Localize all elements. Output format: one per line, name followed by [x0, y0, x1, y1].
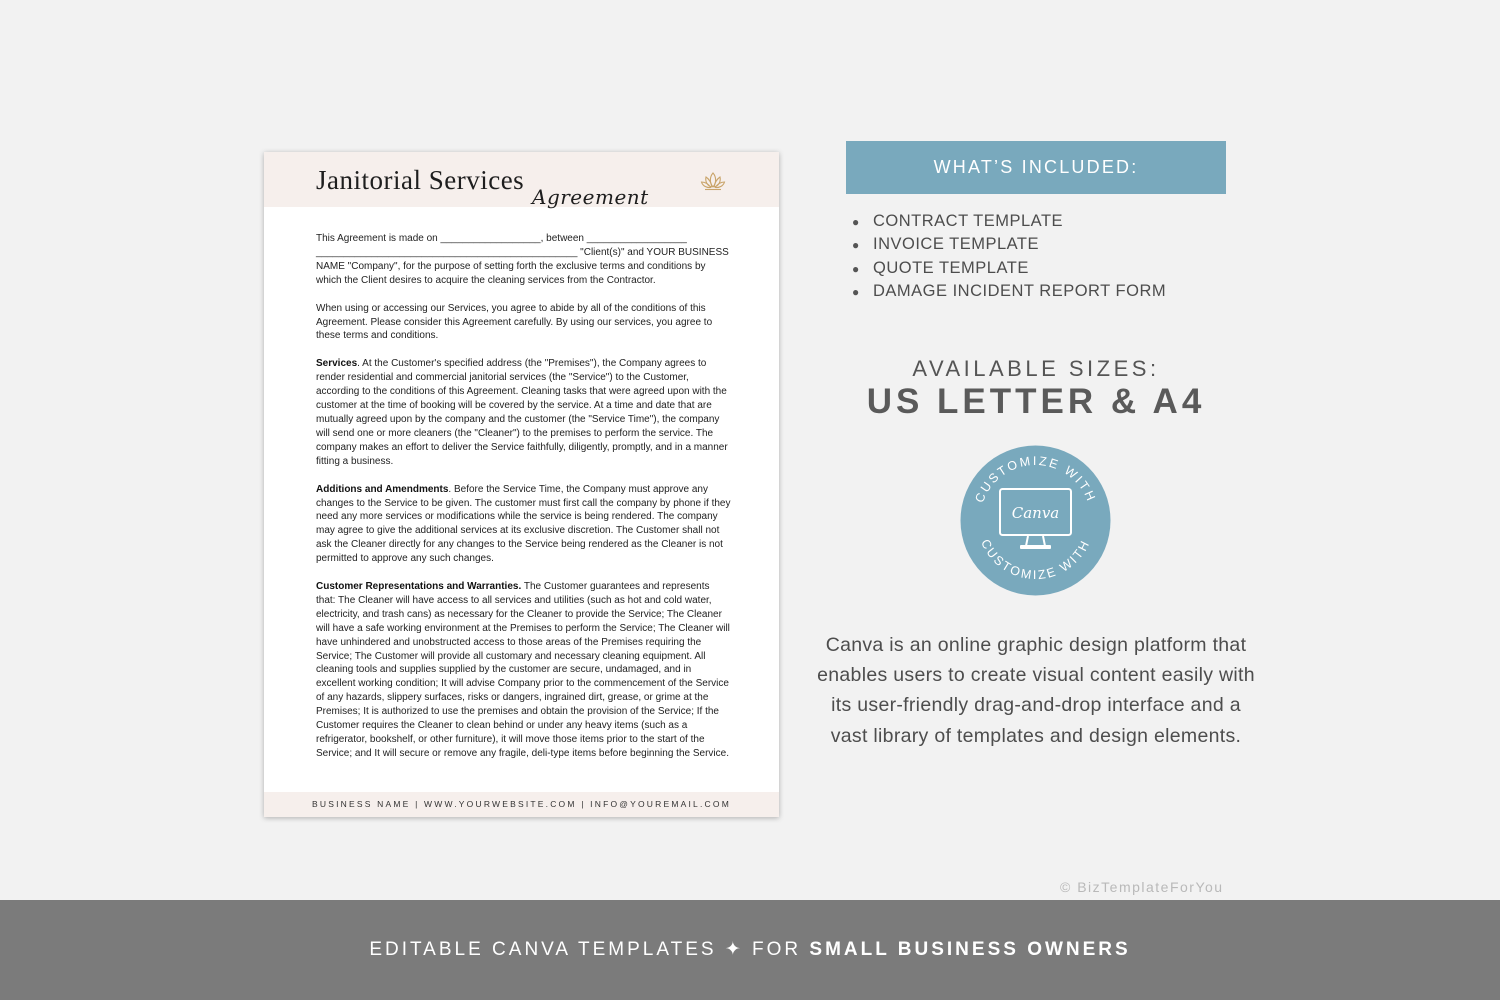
banner-prefix: EDITABLE CANVA TEMPLATES ✦ FOR	[369, 939, 810, 960]
list-item: ● QUOTE TEMPLATE	[852, 257, 1166, 280]
bullet-icon: ●	[852, 261, 860, 276]
badge-top-text: CUSTOMIZE WITH	[972, 453, 1099, 505]
list-item: ● INVOICE TEMPLATE	[852, 233, 1166, 256]
list-item: ● DAMAGE INCIDENT REPORT FORM	[852, 280, 1166, 303]
document-footer: BUSINESS NAME | WWW.YOURWEBSITE.COM | INFO@YOUREMAIL.COM	[264, 792, 779, 817]
document-subtitle: Agreement	[532, 185, 649, 209]
document-header	[264, 152, 779, 207]
document-title: Janitorial Services	[316, 165, 525, 195]
badge-bottom-text: CUSTOMIZE WITH	[978, 536, 1093, 583]
canva-badge	[960, 445, 1111, 596]
list-item: ● CONTRACT TEMPLATE	[852, 210, 1166, 233]
section-text: . At the Customer's specified address (the "Premises"), the Company agrees to render residential and commercial janitorial services (the "Service") to the Customer, according to the conditions of this Agreement. Cleaning tasks that were agreed upon with the customer at the time of booking will be covered by the service. At a time and date that are mutually agreed upon by the company and the customer (the "Service Time"), the company will send one or more cleaners (the "Cleaner") to the premises to perform the service. The company makes an effort to deliver the Service faithfully, diligently, promptly, and in a manner fitting a business.	[316, 358, 728, 467]
section-heading: Additions and Amendments	[316, 483, 449, 495]
bullet-icon: ●	[852, 215, 860, 229]
section-additions	[316, 483, 731, 566]
acceptance-paragraph: When using or accessing our Services, you agree to abide by all of the conditions of this Agreement. Please consider this Agreement carefully. By using our services, you agree to these terms and conditions.	[316, 302, 713, 342]
copyright-text: © BizTemplateForYou	[1060, 879, 1224, 895]
document-preview	[264, 152, 779, 817]
section-text: The Customer guarantees and represents that: The Cleaner will have access to all services and utilities (such as hot and cold water, electricity, and trash cans) as necessary for the Cleaner to provide the Service; The Cleaner will have a safe working environment at the Premises to perform the Service; The Cleaner will have unhindered and unobstructed access to those areas of the Premises requiring the Service; The Customer will provide all customary and necessary cleaning equipment. All cleaning tools and supplies supplied by the customer are secure, undamaged, and in excellent working condition; It will advise Company prior to the commencement of the Service of any hazards, slippery surfaces, risks or dangers, ingrained dirt, grease, or grime at the Premises; It is authorized to use the premises and obtain the provision of the Service; If the Customer requires the Cleaner to clean behind or under any heavy items (such as a refrigerator, bookshelf, or other furniture), it will move those items prior to the start of the Service; and It will secure or remove any fragile, deli-type items before beginning the Service.	[316, 581, 730, 759]
section-warranties	[316, 580, 731, 761]
available-sizes-label: AVAILABLE SIZES:	[912, 356, 1160, 381]
section-heading: Services	[316, 358, 358, 370]
document-body	[316, 232, 731, 775]
badge-screen-text: Canva	[1011, 504, 1060, 522]
section-heading: Customer Representations and Warranties.	[316, 581, 522, 593]
section-text: . Before the Service Time, the Company must approve any changes to the Service to be given. The customer must first call the company by phone if they need any more services or modifications while the service is being rendered. The company may agree to give the additional services at its exclusive discretion. The Customer shall not ask the Cleaner directly for any changes to the Service being rendered as the Cleaner is not permitted to approve any such changes.	[316, 483, 731, 565]
bullet-icon: ●	[852, 238, 860, 253]
bottom-banner	[0, 900, 1500, 1000]
canva-description: Canva is an online graphic design platform that enables users to create visual content easily with its user-friendly drag-and-drop interface and a vast library of templates and design elements.	[817, 634, 1255, 747]
lotus-icon	[700, 170, 726, 192]
intro-paragraph: This Agreement is made on __________________, between __________________ _______________________________________________ "Client(s)" and YOUR BUSINESS NAME "Company", for the purpose of setting forth the exclusive terms and conditions by which the Client desires to acquire the cleaning services from the Contractor.	[316, 233, 729, 286]
bullet-icon: ●	[852, 284, 860, 299]
included-list	[852, 210, 1166, 303]
banner-strong: SMALL BUSINESS OWNERS	[809, 939, 1131, 960]
section-services	[316, 357, 731, 468]
available-sizes-value: US LETTER & A4	[866, 382, 1206, 421]
whats-included-heading: WHAT’S INCLUDED:	[846, 141, 1226, 194]
